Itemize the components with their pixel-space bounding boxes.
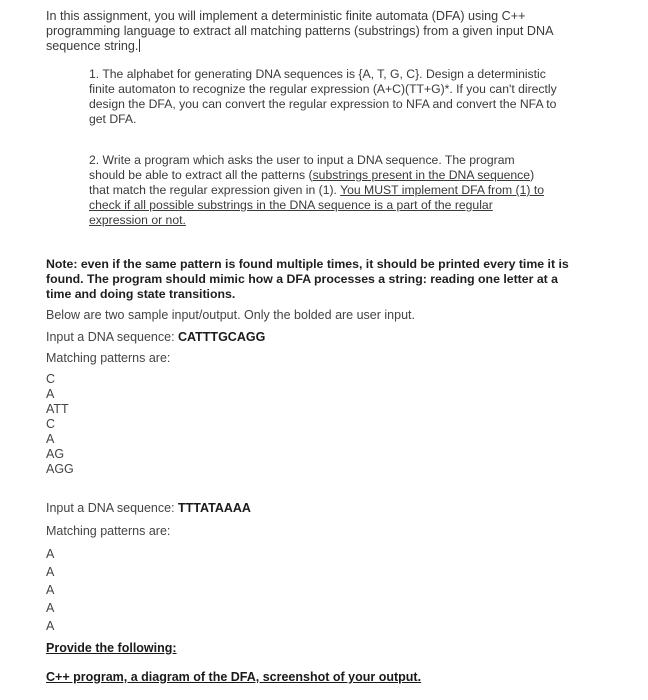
intro-line: In this assignment, you will implement a deterministic finite automata (DFA) using C++: [46, 9, 526, 23]
sample-1-pattern: C: [46, 417, 56, 431]
task-text: ): [530, 168, 535, 182]
sample-1-pattern: AG: [46, 447, 65, 461]
sample-1-input: CATTTGCAGG: [178, 330, 266, 344]
task-line: 1. The alphabet for generating DNA sequences is {A, T, G, C}. Design a deterministic: [89, 67, 546, 81]
provide-heading: Provide the following:: [46, 641, 177, 655]
provide-items: C++ program, a diagram of the DFA, screenshot of your output.: [46, 670, 422, 684]
intro-line: [46, 39, 606, 54]
intro-line-text: sequence string.: [46, 39, 139, 53]
sample-1-pattern: ATT: [46, 402, 69, 416]
task-line: [89, 183, 609, 198]
sample-1-pattern: A: [46, 387, 55, 401]
task-line: get DFA.: [89, 112, 137, 126]
sample-1-matching-label: Matching patterns are:: [46, 351, 171, 365]
sample-2-pattern: A: [46, 619, 55, 633]
underlined-text: substrings present in the DNA sequence: [312, 168, 531, 182]
underlined-text: You MUST implement DFA from (1) to: [340, 183, 544, 197]
input-prompt: Input a DNA sequence:: [46, 501, 179, 515]
task-line: finite automaton to recognize the regular expression (A+C)(TT+G)*. If you can't directly: [89, 82, 557, 96]
task-line: [89, 168, 609, 183]
task-line: 2. Write a program which asks the user to input a DNA sequence. The program: [89, 153, 515, 167]
sample-2-pattern: A: [46, 601, 55, 615]
text-cursor: [139, 39, 140, 52]
samples-intro: Below are two sample input/output. Only the bolded are user input.: [46, 308, 415, 322]
intro-line: programming language to extract all matching patterns (substrings) from a given input DNA: [46, 24, 554, 38]
task-line: check if all possible substrings in the DNA sequence is a part of the regular: [89, 198, 493, 212]
note-paragraph: [46, 257, 611, 302]
sample-2-input: TTTATAAAA: [178, 501, 251, 515]
note-line: found. The program should mimic how a DFA processes a string: reading one letter at a: [46, 272, 559, 286]
sample-2-matching-label: Matching patterns are:: [46, 524, 171, 538]
task-text: that match the regular expression given in (1).: [89, 183, 341, 197]
sample-2-input-line: [46, 501, 251, 516]
note-line: time and doing state transitions.: [46, 287, 236, 301]
sample-2-pattern: A: [46, 547, 55, 561]
task-line: design the DFA, you can convert the regular expression to NFA and convert the NFA to: [89, 97, 557, 111]
intro-paragraph: [46, 9, 606, 54]
note-line: Note: even if the same pattern is found multiple times, it should be printed every time it is: [46, 257, 569, 271]
sample-2-pattern: A: [46, 583, 55, 597]
task-1: [89, 67, 609, 127]
task-2: [89, 153, 609, 228]
sample-1-pattern: AGG: [46, 462, 74, 476]
task-line: expression or not.: [89, 213, 186, 227]
sample-1-pattern: A: [46, 432, 55, 446]
sample-1-input-line: [46, 330, 265, 345]
input-prompt: Input a DNA sequence:: [46, 330, 179, 344]
task-text: should be able to extract all the patterns (: [89, 168, 313, 182]
sample-1-pattern: C: [46, 372, 56, 386]
sample-2-pattern: A: [46, 565, 55, 579]
